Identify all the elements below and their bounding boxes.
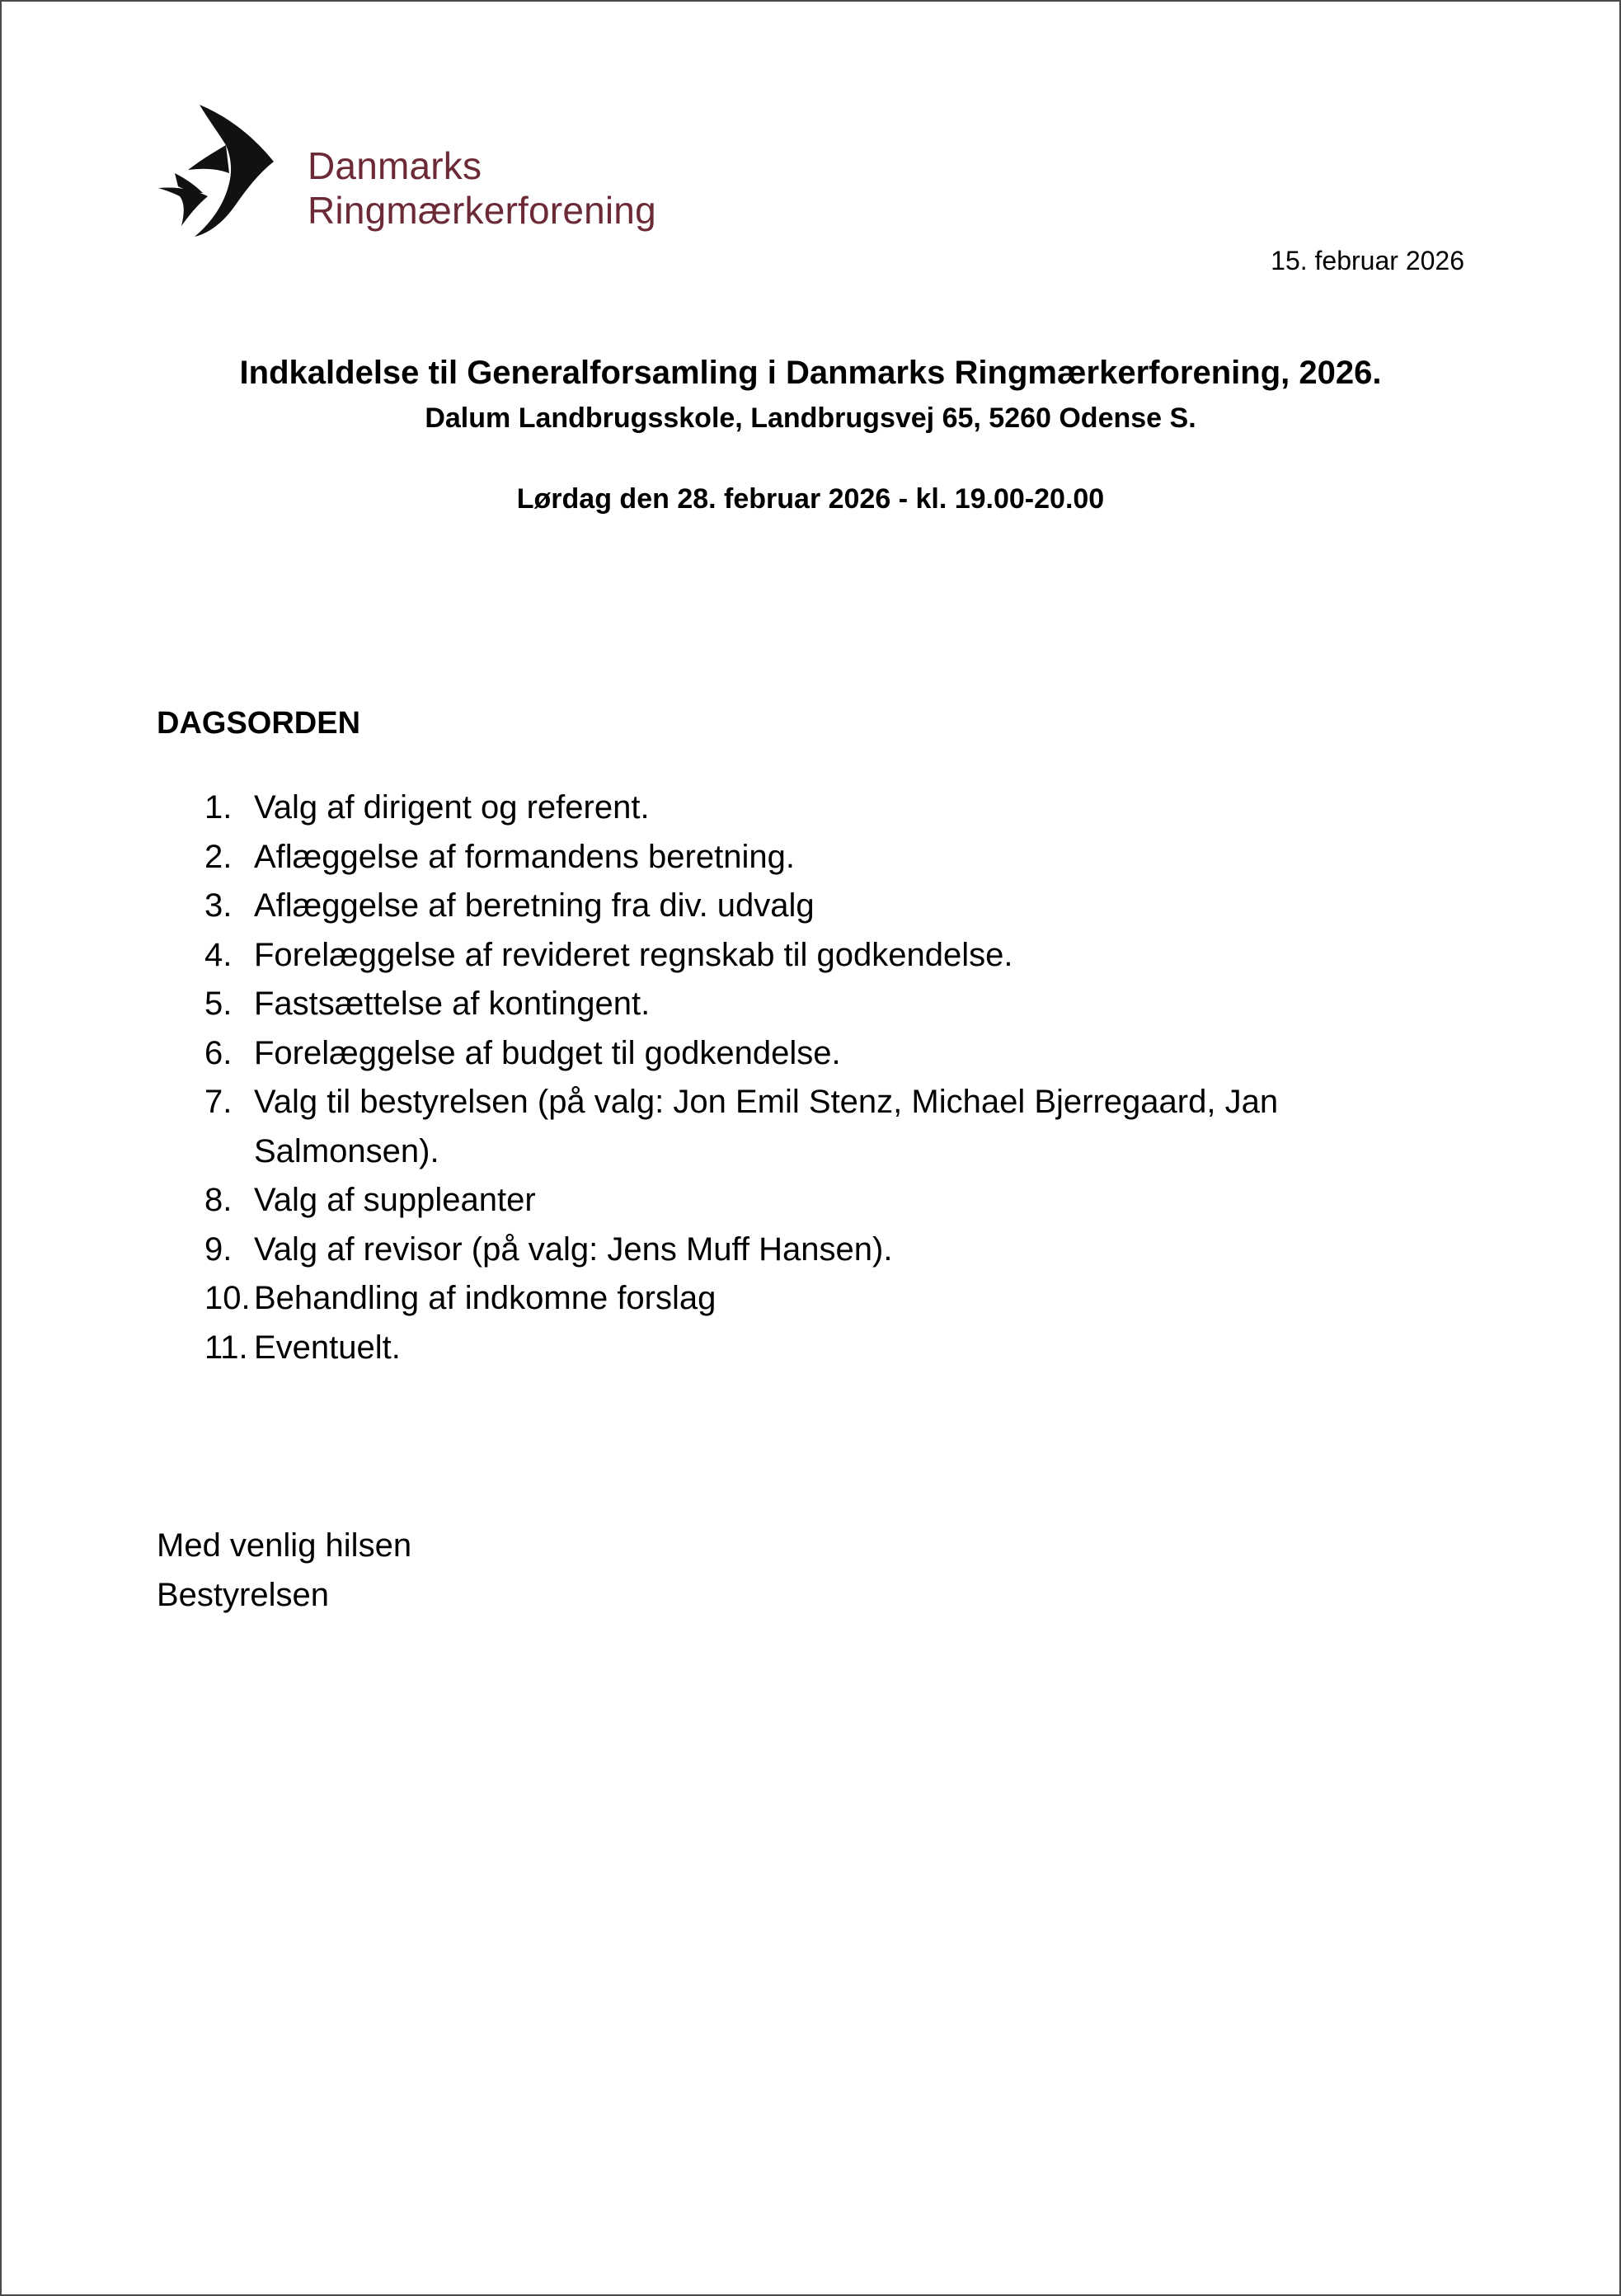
agenda-item-text: Aflæggelse af formandens beretning. xyxy=(254,838,795,875)
agenda-item xyxy=(157,833,1492,882)
swallow-logo-icon xyxy=(157,102,280,238)
agenda-item-number: 5. xyxy=(204,986,233,1022)
agenda-item-number: 7. xyxy=(204,1084,233,1120)
agenda-heading: DAGSORDEN xyxy=(157,706,361,741)
agenda-item xyxy=(157,980,1492,1029)
agenda-item-number: 6. xyxy=(204,1034,233,1071)
agenda-item xyxy=(157,783,1492,833)
agenda-item-text: Forelæggelse af budget til godkendelse. xyxy=(254,1034,841,1071)
agenda-item xyxy=(157,1078,1492,1176)
agenda-item-text: Valg af revisor (på valg: Jens Muff Hansen). xyxy=(254,1230,893,1268)
logo-line-1: Danmarks xyxy=(308,144,482,187)
agenda-item-text: Behandling af indkomne forslag xyxy=(254,1280,717,1316)
agenda-item-text: Eventuelt. xyxy=(254,1329,401,1366)
agenda-item-text: Fastsættelse af kontingent. xyxy=(254,986,651,1022)
agenda-list xyxy=(157,783,1492,1372)
logo-wordmark xyxy=(308,144,656,233)
agenda-item-number: 1. xyxy=(204,789,233,826)
agenda-item-number: 4. xyxy=(204,936,233,973)
agenda-item-text: Valg af suppleanter xyxy=(254,1182,536,1218)
logo-line-2: Ringmærkerforening xyxy=(308,189,656,232)
closing-signature: Bestyrelsen xyxy=(157,1577,329,1613)
agenda-item-number: 8. xyxy=(204,1182,233,1218)
agenda-item-text: Valg til bestyrelsen (på valg: Jon Emil Stenz, Michael Bjerregaard, Jan Salmonsen). xyxy=(254,1084,1279,1169)
agenda-item xyxy=(157,1324,1492,1373)
closing-greeting: Med venlig hilsen xyxy=(157,1527,412,1564)
agenda-item-number: 10. xyxy=(204,1280,251,1316)
agenda-item-number: 11. xyxy=(204,1329,248,1366)
agenda-item xyxy=(157,1029,1492,1079)
agenda-item-text: Aflæggelse af beretning fra div. udvalg xyxy=(254,887,815,924)
letter-date: 15. februar 2026 xyxy=(1271,246,1464,275)
agenda-item xyxy=(157,882,1492,931)
meeting-time: Lørdag den 28. februar 2026 - kl. 19.00-20.00 xyxy=(516,483,1105,515)
agenda-item-number: 9. xyxy=(204,1230,233,1268)
agenda-item-text: Forelæggelse af revideret regnskab til godkendelse. xyxy=(254,936,1013,973)
agenda-item xyxy=(157,1226,1492,1275)
agenda-item-number: 3. xyxy=(204,887,233,924)
organization-logo xyxy=(157,102,656,242)
agenda-item xyxy=(157,1176,1492,1226)
meeting-location: Dalum Landbrugsskole, Landbrugsvej 65, 5260 Odense S. xyxy=(425,402,1196,434)
closing-block xyxy=(157,1521,411,1620)
agenda-item-number: 2. xyxy=(204,838,233,875)
agenda-item xyxy=(157,931,1492,981)
agenda-item-text: Valg af dirigent og referent. xyxy=(254,789,650,826)
invitation-title: Indkaldelse til Generalforsamling i Danmarks Ringmærkerforening, 2026. xyxy=(239,355,1382,391)
agenda-item xyxy=(157,1274,1492,1324)
